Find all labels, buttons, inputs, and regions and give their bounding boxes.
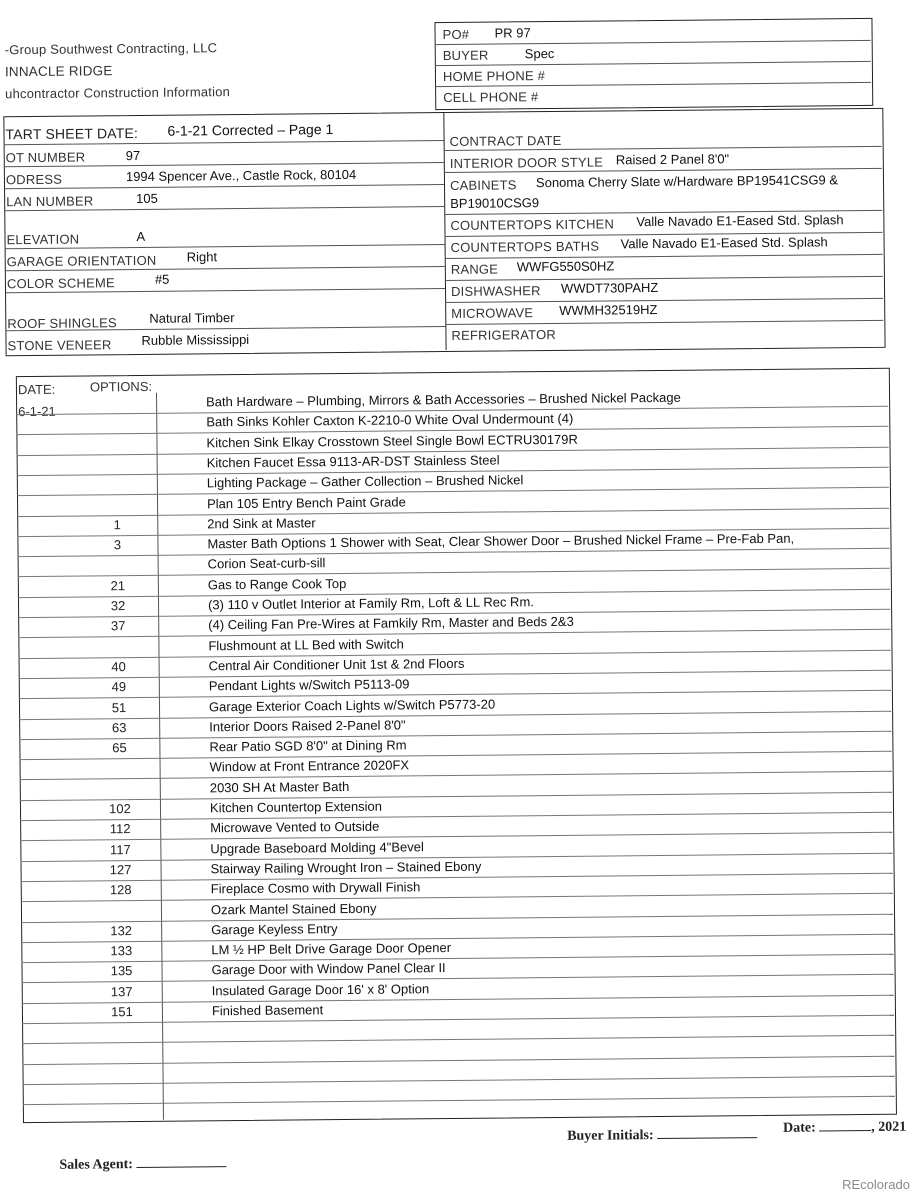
option-number: 32 [98,598,138,613]
option-description: Bath Sinks Kohler Caxton K-2210-0 White Oval Undermount (4) [206,411,573,430]
countertops-baths-label: COUNTERTOPS BATHS [451,239,600,255]
option-description: Bath Hardware – Plumbing, Mirrors & Bath Accessories – Brushed Nickel Package [206,390,681,410]
option-number: 21 [98,578,138,593]
stone-veneer-value: Rubble Mississippi [141,332,249,348]
dishwasher-value: WWDT730PAHZ [561,280,658,296]
option-number: 151 [102,1004,142,1019]
option-description: LM ½ HP Belt Drive Garage Door Opener [211,940,451,957]
start-sheet-label: TART SHEET DATE: [5,125,138,142]
cell-phone-label: CELL PHONE # [443,89,538,105]
option-description: Garage Exterior Coach Lights w/Switch P5773-20 [209,696,495,714]
cabinets-label: CABINETS [450,177,517,193]
home-phone-label: HOME PHONE # [443,68,545,84]
option-number: 128 [101,882,141,897]
cabinets-value: Sonoma Cherry Slate w/Hardware BP19541CSG9 & [536,172,838,190]
elevation-value: A [136,229,145,244]
watermark-logo: REcolorado [842,1177,910,1192]
countertops-kitchen-label: COUNTERTOPS KITCHEN [450,216,614,233]
option-description: Gas to Range Cook Top [208,576,347,592]
option-number: 112 [100,821,140,836]
header-subtitle: uhcontractor Construction Information [5,84,230,101]
options-date-value: 6-1-21 [18,404,56,419]
option-description: Plan 105 Entry Bench Paint Grade [207,494,406,511]
option-number: 40 [99,659,139,674]
range-value: WWFG550S0HZ [517,258,615,274]
option-description: Ozark Mantel Stained Ebony [211,900,377,917]
po-label: PO# [442,27,469,42]
option-description: Stairway Railing Wrought Iron – Stained Ebony [210,859,481,877]
countertops-baths-value: Valle Navado E1-Eased Std. Splash [621,234,828,251]
option-description: Rear Patio SGD 8'0" at Dining Rm [209,738,406,755]
po-value: PR 97 [494,25,530,40]
option-description: Central Air Conditioner Unit 1st & 2nd Floors [209,656,465,673]
color-scheme-label: COLOR SCHEME [7,275,115,291]
sales-agent-blank[interactable] [136,1154,226,1168]
option-number: 127 [101,862,141,877]
interior-door-style-label: INTERIOR DOOR STYLE [450,155,603,171]
option-number: 135 [101,963,141,978]
plan-number-value: 105 [136,191,158,206]
option-number: 3 [97,537,137,552]
garage-orientation-label: GARAGE ORIENTATION [7,253,157,269]
option-description: Garage Door with Window Panel Clear II [211,960,445,977]
options-column-header: OPTIONS: [90,379,152,395]
option-number: 49 [99,679,139,694]
option-description: Garage Keyless Entry [211,921,338,937]
date-field [783,1118,906,1137]
option-description: (4) Ceiling Fan Pre-Wires at Famkily Rm, Master and Beds 2&3 [208,614,574,633]
option-description: Lighting Package – Gather Collection – Brushed Nickel [207,472,524,490]
option-description: Flushmount at LL Bed with Switch [208,636,403,653]
option-number: 137 [102,984,142,999]
address-value: 1994 Spencer Ave., Castle Rock, 80104 [126,167,356,184]
interior-door-style-value: Raised 2 Panel 8'0" [616,151,729,167]
option-description: Kitchen Faucet Essa 9113-AR-DST Stainless Steel [207,452,500,470]
roof-shingles-label: ROOF SHINGLES [7,315,117,331]
option-description: Window at Front Entrance 2020FX [210,758,410,775]
stone-veneer-label: STONE VENEER [7,337,111,353]
countertops-kitchen-value: Valle Navado E1-Eased Std. Splash [636,212,843,229]
date-year: , 2021 [871,1120,906,1135]
option-description: Upgrade Baseboard Molding 4"Bevel [210,839,424,856]
options-table [16,368,903,1126]
option-description: (3) 110 v Outlet Interior at Family Rm, Loft & LL Rec Rm. [208,594,534,612]
option-description: Master Bath Options 1 Shower with Seat, Clear Shower Door – Brushed Nickel Frame – Pre-Fab Pan, [207,531,794,552]
plan-number-label: LAN NUMBER [6,193,93,209]
option-number: 65 [99,740,139,755]
company-name: -Group Southwest Contracting, LLC [5,40,218,57]
range-label: RANGE [451,262,498,277]
option-number: 1 [97,517,137,532]
option-number: 117 [100,842,140,857]
sales-agent-label: Sales Agent: [59,1157,133,1173]
microwave-value: WWMH32519HZ [559,302,657,318]
buyer-initials [567,1125,757,1145]
start-sheet-value: 6-1-21 Corrected – Page 1 [167,121,333,139]
buyer-initials-blank[interactable] [657,1125,757,1139]
option-description: Insulated Garage Door 16' x 8' Option [212,981,430,998]
option-number: 37 [98,618,138,633]
color-scheme-value: #5 [155,272,170,287]
microwave-label: MICROWAVE [451,305,533,321]
buyer-initials-label: Buyer Initials: [567,1128,654,1144]
refrigerator-label: REFRIGERATOR [451,327,556,343]
lot-number-value: 97 [126,148,141,163]
garage-orientation-value: Right [187,249,218,264]
cabinets-value-cont: BP19010CSG9 [450,195,539,211]
option-description: Microwave Vented to Outside [210,819,379,836]
buyer-value: Spec [525,46,555,61]
roof-shingles-value: Natural Timber [149,310,234,326]
option-description: Pendant Lights w/Switch P5113-09 [209,677,410,694]
address-label: ODRESS [6,172,62,188]
elevation-label: ELEVATION [6,232,79,248]
lot-number-label: OT NUMBER [6,149,86,165]
option-number: 132 [101,923,141,938]
option-description: Kitchen Sink Elkay Crosstown Steel Single Bowl ECTRU30179R [206,431,578,450]
option-number: 63 [99,720,139,735]
option-description: Kitchen Countertop Extension [210,799,382,816]
contract-date-label: CONTRACT DATE [450,133,562,149]
option-number: 102 [100,801,140,816]
date-column-header: DATE: [18,382,55,397]
date-blank[interactable] [819,1118,871,1131]
dishwasher-label: DISHWASHER [451,283,541,299]
community-name: INNACLE RIDGE [5,63,113,79]
date-label: Date: [783,1121,816,1136]
option-description: Interior Doors Raised 2-Panel 8'0" [209,717,406,734]
option-description: 2nd Sink at Master [207,515,316,531]
option-number: 133 [101,943,141,958]
option-description: Fireplace Cosmo with Drywall Finish [211,879,421,896]
option-number: 51 [99,699,139,714]
sales-agent [59,1154,226,1174]
option-description: Corion Seat-curb-sill [208,556,326,572]
option-description: 2030 SH At Master Bath [210,779,350,795]
buyer-label: BUYER [443,48,489,63]
option-description: Finished Basement [212,1002,323,1018]
